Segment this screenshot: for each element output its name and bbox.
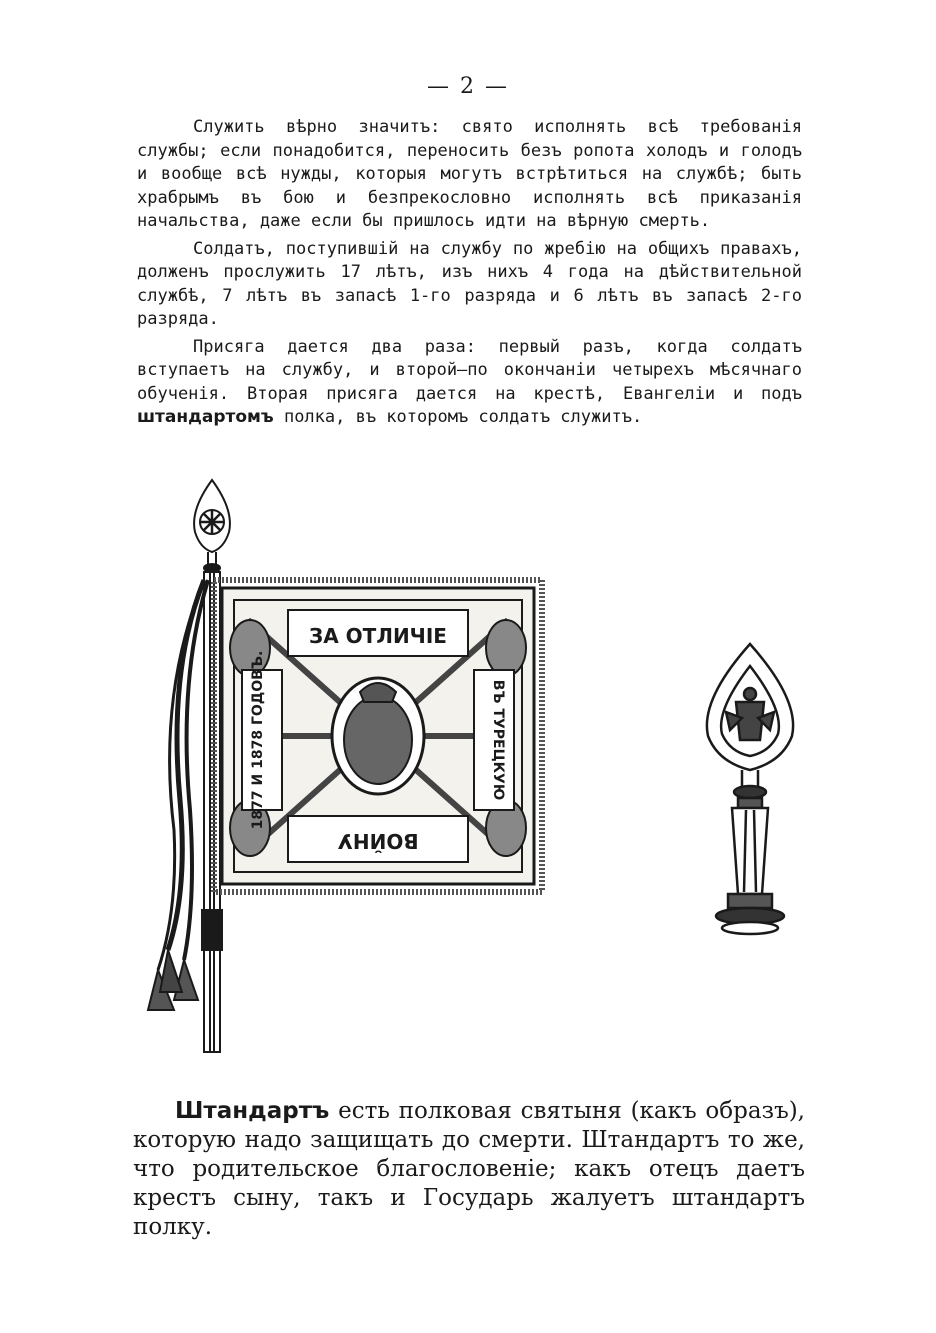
page-number: — 2 — [427, 74, 509, 99]
flag-left-inscription: 1877 И 1878 ГОДОВЪ. [250, 650, 266, 830]
oath-text: Присяга дается два раза: первый разъ, когда солдатъ вступаетъ на службу, и второй—по окончаніи четырехъ мѣсячнаго обученія. Вторая присяга дается на крестѣ, Евангеліи и подъ [137, 336, 802, 404]
closing-bold-word: Штандартъ [175, 1098, 330, 1124]
closing-text [133, 1097, 805, 1242]
paragraph-service: Служить вѣрно значитъ: свято исполнять всѣ требованія службы; если понадобится, переносить безъ ропота холодъ и голодъ и вообще всѣ нужды, которыя могутъ встрѣтиться на службѣ; быть храбрымъ въ бою и безпрекословно исполнять всѣ приказанія начальства, даже если бы пришлось идти на вѣрную смерть. [137, 117, 802, 231]
standard-flag-illustration [138, 470, 548, 1070]
paragraph-oath [137, 336, 802, 430]
standard-word: штандартомъ [137, 407, 274, 427]
flag-right-inscription: ВЪ ТУРЕЦКУЮ [490, 679, 506, 801]
oath-text-end: полка, въ которомъ солдатъ служитъ. [283, 407, 643, 427]
closing-paragraph [133, 1097, 805, 1242]
finial-illustration [690, 640, 810, 940]
flag-top-inscription: ЗА ОТЛИЧІЕ [309, 624, 447, 648]
flag-bottom-inscription: ВОЙНУ [337, 829, 419, 853]
paragraph-term: Солдатъ, поступившій на службу по жребію на общихъ правахъ, долженъ прослужить 17 лѣтъ, изъ нихъ 4 года на дѣйствительной службѣ, 7 лѣтъ въ запасѣ 1-го разряда и 6 лѣтъ въ запасѣ 2-го разряда. [137, 238, 802, 329]
closing-body: есть полковая святыня (какъ образъ), которую надо защищать до смерти. Штандартъ то же, что родительское благословеніе; какъ отецъ даетъ крестъ сыну, такъ и Государь жалуетъ штандартъ полку. [133, 1098, 805, 1240]
body-text [137, 116, 802, 434]
